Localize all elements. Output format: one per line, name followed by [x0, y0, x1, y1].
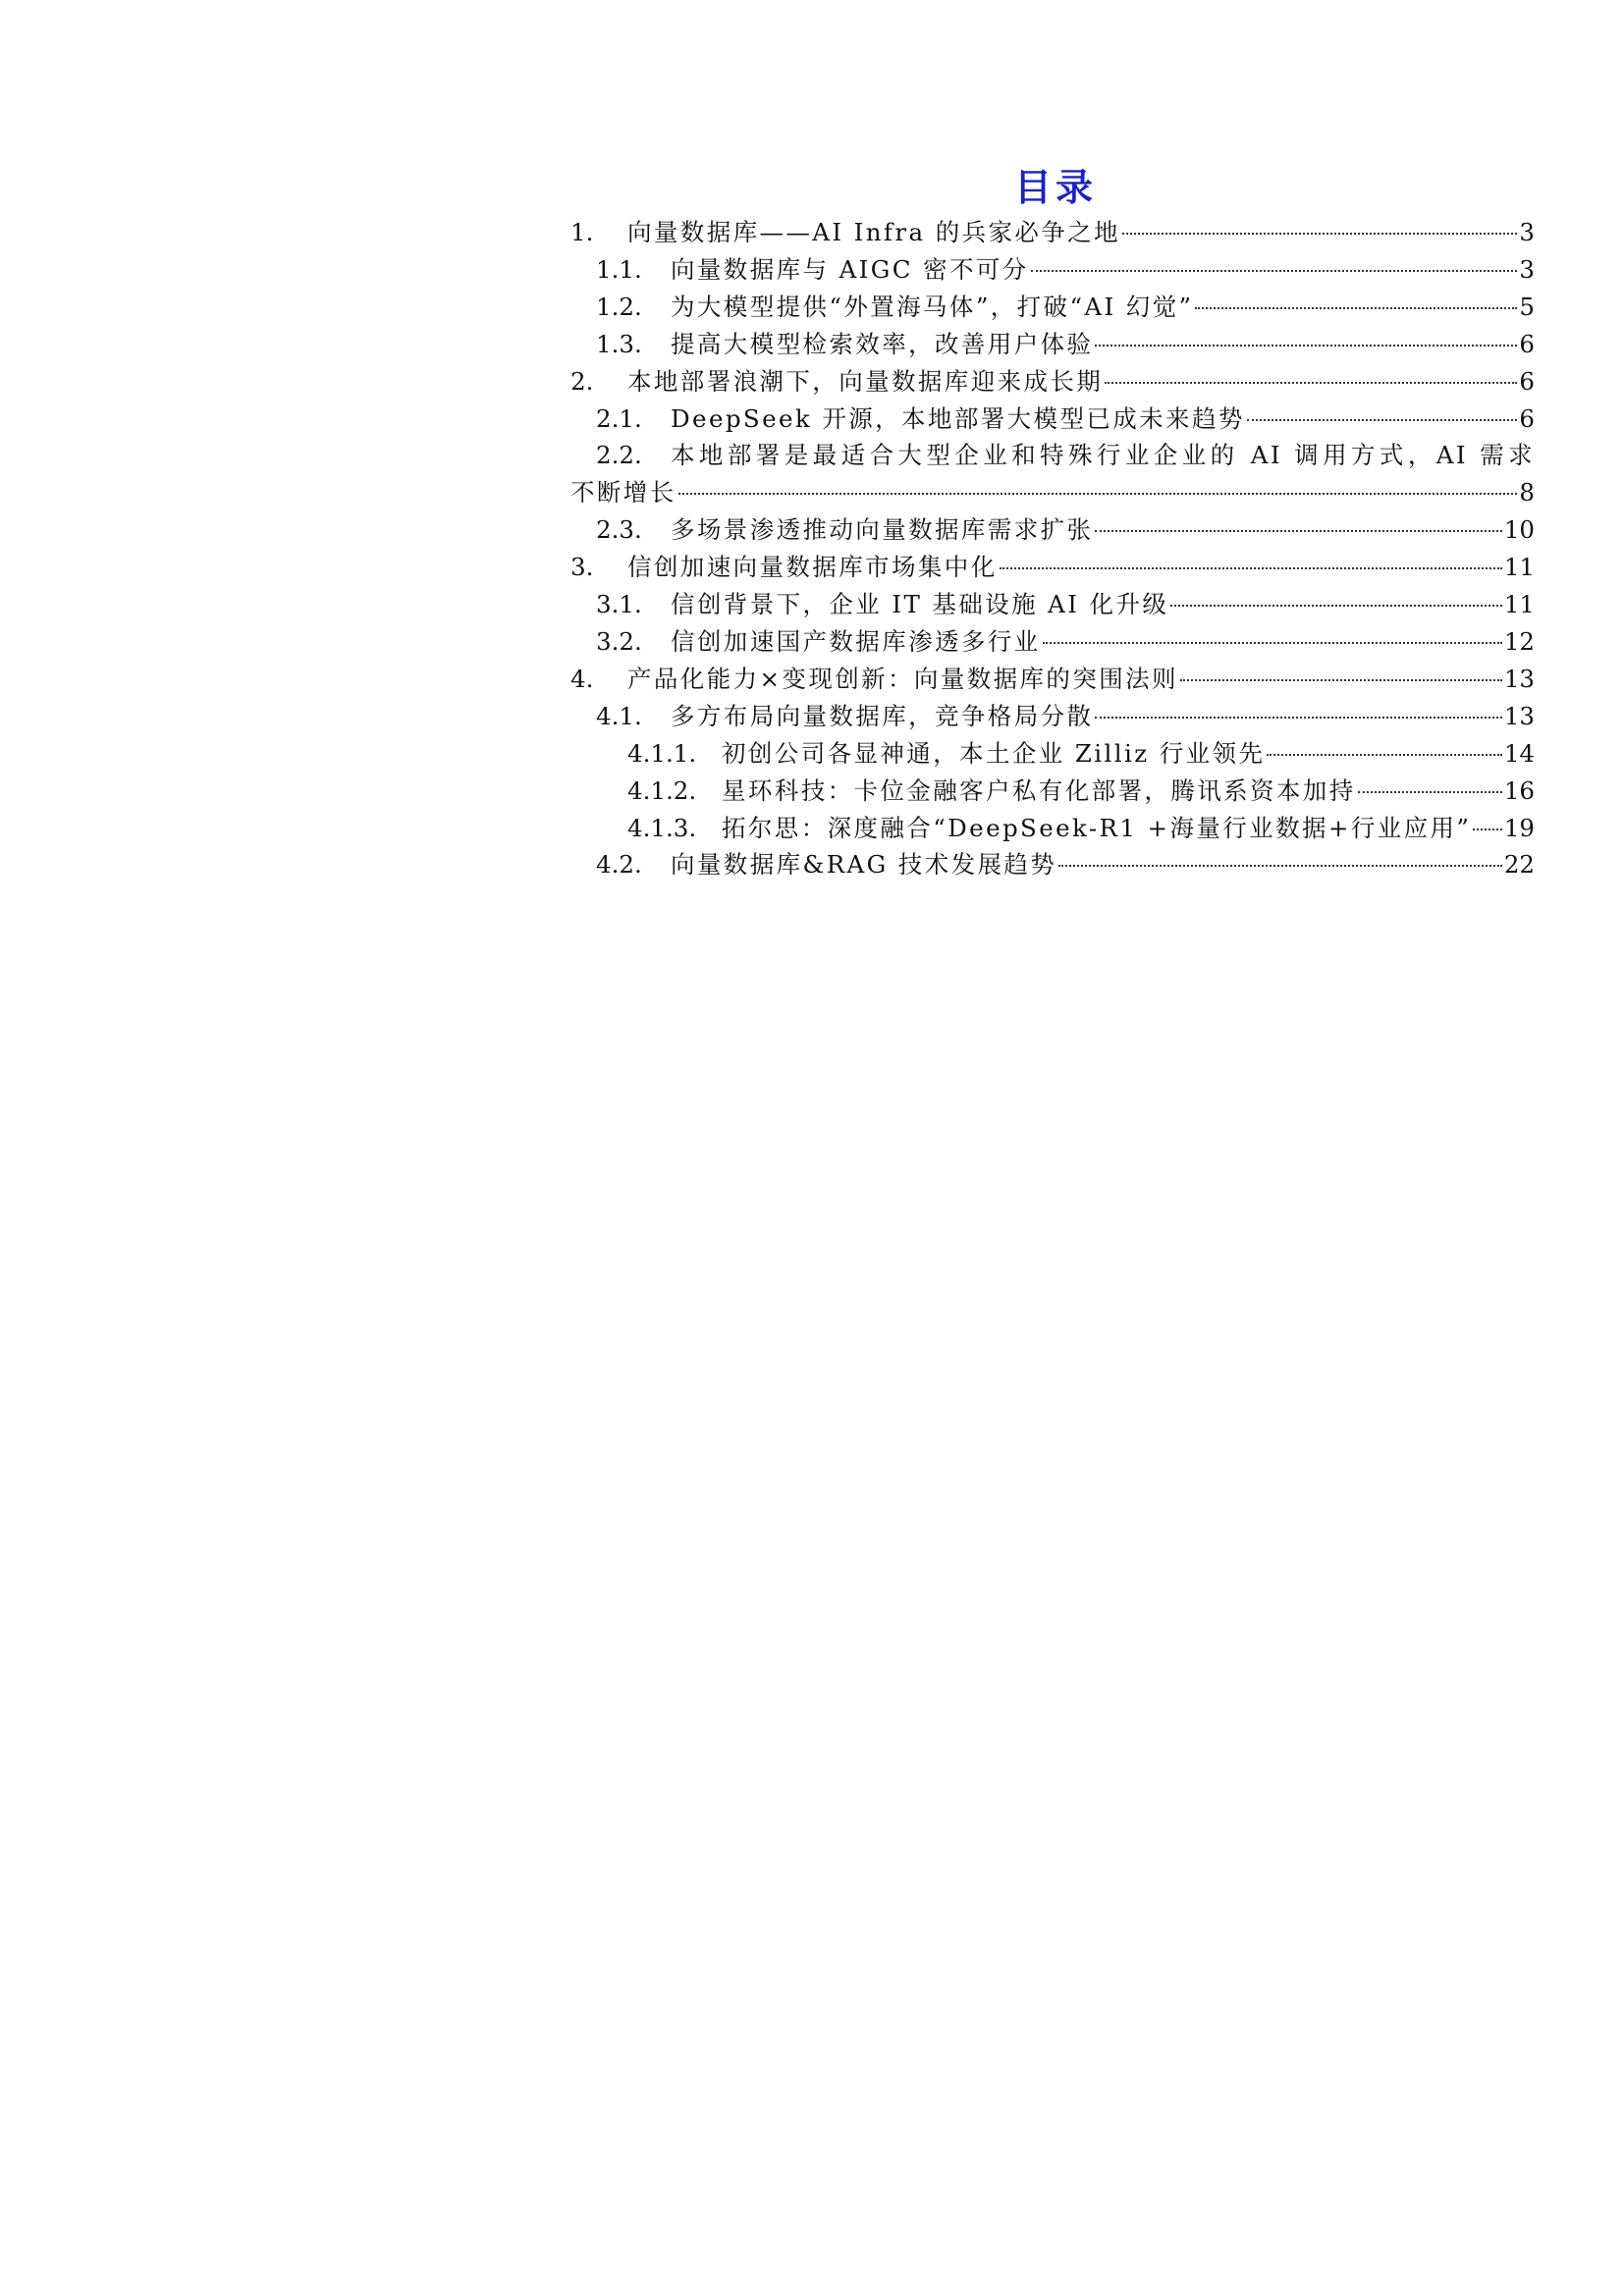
toc-entry-page: 14 — [1503, 738, 1535, 768]
dot-leader — [1247, 419, 1518, 421]
dot-leader — [1095, 345, 1517, 347]
toc-entry-page: 6 — [1519, 403, 1535, 433]
toc-entry-number: 2. — [570, 366, 594, 396]
toc-entry-number: 4.1.3. — [627, 813, 697, 842]
dot-leader — [1095, 530, 1501, 532]
dot-leader — [1122, 233, 1517, 235]
toc-entry[interactable] — [570, 623, 1535, 661]
toc-entry-page: 6 — [1519, 329, 1535, 358]
dot-leader — [1180, 679, 1502, 681]
toc-entry[interactable] — [570, 661, 1535, 698]
toc-entry-page: 13 — [1503, 701, 1535, 730]
toc-entry-title: DeepSeek 开源，本地部署大模型已成未来趋势 — [671, 403, 1245, 433]
toc-entry-title: 信创加速向量数据库市场集中化 — [627, 553, 998, 582]
toc-entry-number: 4.1.1. — [627, 738, 697, 768]
toc-entry-page: 10 — [1503, 515, 1535, 545]
toc-entry[interactable] — [570, 846, 1535, 883]
dot-leader — [1000, 567, 1502, 569]
toc-entry[interactable] — [570, 773, 1535, 810]
toc-entry[interactable] — [570, 549, 1535, 586]
dot-leader — [1195, 307, 1517, 309]
toc-entry-page: 3 — [1519, 218, 1535, 246]
toc-entry[interactable] — [570, 698, 1535, 735]
dot-leader — [1170, 605, 1502, 607]
toc-entry-page: 8 — [1519, 478, 1535, 507]
toc-entry-title: 星环科技：卡位金融客户私有化部署，腾讯系资本加持 — [722, 775, 1356, 805]
toc-entry-page: 12 — [1503, 626, 1535, 656]
toc-entry-number: 2.3. — [596, 515, 642, 545]
dot-leader — [1031, 270, 1518, 272]
toc-entry-title: 向量数据库与 AIGC 密不可分 — [671, 254, 1029, 284]
toc-entry-page: 16 — [1503, 775, 1535, 805]
toc-entry-number: 3.2. — [596, 626, 642, 656]
toc-entry[interactable] — [570, 400, 1535, 438]
toc-entry-page: 3 — [1519, 254, 1535, 284]
dot-leader — [1473, 828, 1501, 830]
toc-entry[interactable] — [570, 735, 1535, 773]
toc-entry-title: 产品化能力×变现创新：向量数据库的突围法则 — [627, 664, 1178, 693]
toc-entry-number: 4.1. — [596, 701, 642, 730]
toc-entry-page: 11 — [1503, 553, 1535, 582]
toc-entry-title: 向量数据库&RAG 技术发展趋势 — [671, 850, 1057, 880]
toc-heading: 目录 — [1013, 166, 1097, 209]
dot-leader — [1043, 642, 1502, 644]
dot-leader — [1095, 717, 1501, 719]
toc-entry-number: 1.2. — [596, 292, 642, 321]
toc-entry-number: 2.2. — [596, 441, 642, 470]
toc-entry-title: 初创公司各显神通，本土企业 Zilliz 行业领先 — [722, 738, 1266, 768]
dot-leader — [1358, 791, 1502, 793]
toc-entry-title: 本地部署浪潮下，向量数据库迎来成长期 — [627, 366, 1104, 396]
toc-entry-number: 3. — [570, 553, 594, 582]
toc-entry-number: 3.1. — [596, 590, 642, 619]
toc-entry[interactable] — [570, 511, 1535, 549]
toc-entry-page: 11 — [1503, 590, 1535, 619]
toc-entry-number: 2.1. — [596, 403, 642, 433]
toc-entry-title: 提高大模型检索效率，改善用户体验 — [671, 329, 1094, 358]
toc-entry-title: 信创背景下，企业 IT 基础设施 AI 化升级 — [671, 590, 1169, 619]
toc-entry-number: 4.2. — [596, 850, 642, 880]
toc-entry-number: 1. — [570, 218, 594, 246]
toc-entry[interactable] — [570, 326, 1535, 363]
toc-entry[interactable] — [570, 214, 1535, 251]
dot-leader — [1105, 382, 1517, 384]
toc-entry-title: 多方布局向量数据库，竞争格局分散 — [671, 701, 1094, 730]
toc-entry[interactable] — [570, 810, 1535, 847]
toc-entry-page: 22 — [1503, 850, 1535, 880]
toc-entry-title: 为大模型提供“外置海马体”，打破“AI 幻觉” — [671, 292, 1194, 321]
toc-entry-page: 6 — [1519, 366, 1535, 396]
toc-entry-number: 1.3. — [596, 329, 642, 358]
toc-entry-title-continued: 不断增长 — [570, 478, 677, 507]
toc-entry-page: 5 — [1519, 292, 1535, 321]
toc-entry-title: 本地部署是最适合大型企业和特殊行业企业的 AI 调用方式，AI 需求 — [671, 441, 1535, 470]
dot-leader — [678, 493, 1518, 495]
toc-entry-title: 多场景渗透推动向量数据库需求扩张 — [671, 515, 1094, 545]
toc-entry-title: 向量数据库——AI Infra 的兵家必争之地 — [627, 218, 1120, 246]
toc-entry[interactable] — [570, 437, 1535, 511]
toc-entry[interactable] — [570, 289, 1535, 326]
toc-entry-page: 19 — [1503, 813, 1535, 842]
toc-entry-number: 4. — [570, 664, 594, 693]
toc-entry-title: 拓尔思：深度融合“DeepSeek-R1 +海量行业数据+行业应用” — [722, 813, 1472, 842]
toc-entry-title: 信创加速国产数据库渗透多行业 — [671, 626, 1041, 656]
toc-entry-number: 1.1. — [596, 254, 642, 284]
toc-entry[interactable] — [570, 586, 1535, 623]
toc-entry-page: 13 — [1503, 664, 1535, 693]
dot-leader — [1058, 865, 1502, 867]
toc-entry[interactable] — [570, 363, 1535, 400]
toc-entry[interactable] — [570, 251, 1535, 289]
table-of-contents — [570, 214, 1535, 883]
dot-leader — [1267, 754, 1501, 756]
toc-entry-number: 4.1.2. — [627, 775, 697, 805]
